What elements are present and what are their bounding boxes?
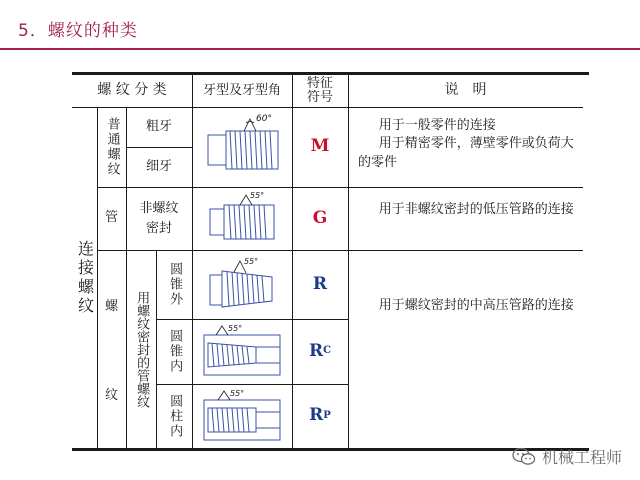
pipe-thread-label-3: 纹 <box>104 388 118 404</box>
non-sealing-symbol: G <box>312 207 328 228</box>
parallel-internal-label <box>156 384 192 448</box>
taper-external-angle: 55° <box>244 257 259 266</box>
wechat-icon <box>512 447 536 467</box>
metric-thread-desc-fine: 用于精密零件，薄壁零件或负荷大的零件 <box>358 136 574 170</box>
ordinary-thread-label <box>97 107 126 187</box>
parallel-internal-text: 圆柱内 <box>167 393 183 439</box>
ordinary-thread-text: 普通螺纹 <box>104 117 120 177</box>
col-divider <box>348 75 349 448</box>
parallel-internal-symbol: R P <box>309 405 331 426</box>
page-title: 5．螺纹的种类 <box>18 21 138 41</box>
watermark <box>512 445 622 468</box>
metric-thread-symbol: M <box>310 136 330 157</box>
fine-thread-label: 细牙 <box>145 158 172 174</box>
non-sealing-thread-drawing <box>202 191 284 247</box>
metric-thread-drawing <box>204 113 284 181</box>
header-profile: 牙型及牙型角 <box>202 82 281 98</box>
taper-external-drawing <box>200 255 286 315</box>
sealing-label <box>126 250 156 448</box>
taper-internal-text: 圆锥内 <box>167 329 183 374</box>
taper-external-text: 圆锥外 <box>167 262 183 307</box>
metric-thread-desc-coarse: 用于一般零件的连接 <box>378 118 496 133</box>
header-description: 说 明 <box>444 82 487 99</box>
non-sealing-label: 非螺纹密封 <box>139 201 179 236</box>
taper-internal-drawing <box>198 323 288 381</box>
taper-internal-angle: 55° <box>228 324 243 333</box>
coarse-thread-label: 粗牙 <box>145 118 172 134</box>
title-divider <box>0 48 640 50</box>
metric-thread-angle: 60° <box>256 114 272 124</box>
category-label <box>72 107 97 448</box>
parallel-internal-angle: 55° <box>230 389 245 398</box>
header-classification: 螺 纹 分 类 <box>97 82 167 99</box>
sealing-desc: 用于螺纹密封的中高压管路的连接 <box>378 298 574 313</box>
taper-external-label <box>156 250 192 319</box>
taper-internal-symbol: R C <box>308 340 332 361</box>
taper-external-symbol: R <box>312 273 328 294</box>
category-text: 连接螺纹 <box>75 239 95 316</box>
col-divider <box>192 75 193 448</box>
non-sealing-desc: 用于非螺纹密封的低压管路的连接 <box>378 202 574 217</box>
watermark-text: 机械工程师 <box>541 448 622 467</box>
sealing-label-text: 用螺纹密封的管螺纹 <box>134 290 150 408</box>
thread-types-table <box>72 72 589 451</box>
taper-internal-label <box>156 319 192 384</box>
non-sealing-angle: 55° <box>250 191 265 200</box>
parallel-internal-drawing <box>198 388 288 446</box>
header-symbol: 特征 符号 <box>306 75 333 105</box>
pipe-thread-label-1: 管 <box>104 210 118 226</box>
pipe-thread-label-2: 螺 <box>104 299 118 315</box>
